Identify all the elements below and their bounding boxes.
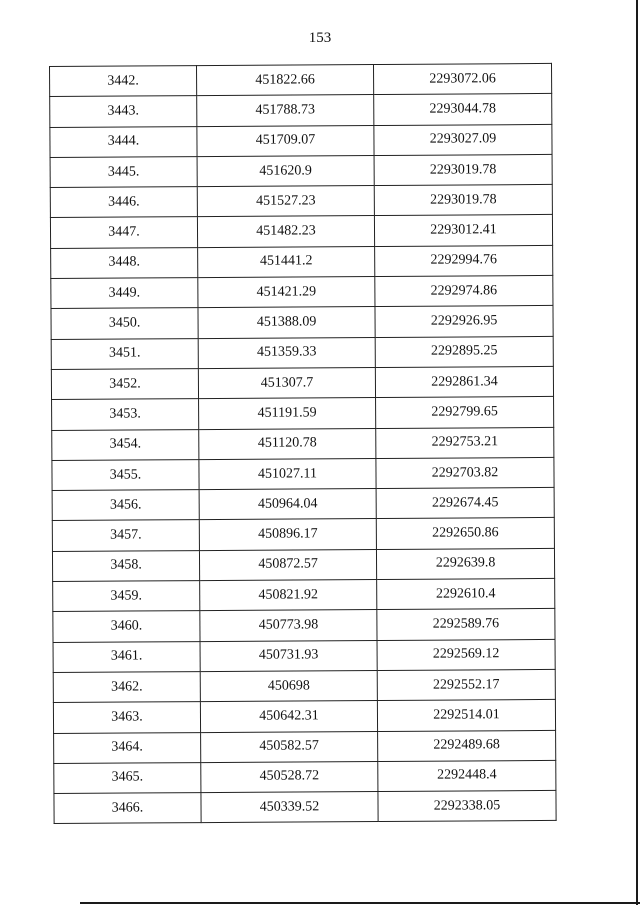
point-number-cell: 3450.: [51, 308, 198, 339]
y-coordinate-cell: 2293027.09: [374, 124, 552, 155]
x-coordinate-cell: 450582.57: [201, 731, 378, 762]
scan-edge-right: [636, 0, 638, 905]
y-coordinate-cell: 2292895.25: [375, 336, 553, 367]
y-coordinate-cell: 2292489.68: [378, 730, 556, 761]
y-coordinate-cell: 2292994.76: [375, 245, 553, 276]
table-row: [50, 94, 552, 127]
table-row: [53, 700, 555, 733]
y-coordinate-cell: 2292753.21: [376, 427, 554, 458]
point-number-cell: 3458.: [52, 550, 199, 581]
table-row: [50, 154, 552, 187]
x-coordinate-cell: 451421.29: [198, 277, 375, 308]
table-row: [53, 639, 555, 672]
point-number-cell: 3445.: [50, 156, 197, 187]
point-number-cell: 3443.: [50, 96, 197, 127]
table-row: [51, 366, 553, 399]
y-coordinate-cell: 2292448.4: [378, 760, 556, 791]
point-number-cell: 3460.: [53, 611, 200, 642]
x-coordinate-cell: 450964.04: [199, 489, 376, 520]
point-number-cell: 3449.: [51, 278, 198, 309]
x-coordinate-cell: 451027.11: [199, 458, 376, 489]
x-coordinate-cell: 450528.72: [201, 761, 378, 792]
point-number-cell: 3448.: [51, 247, 198, 278]
point-number-cell: 3466.: [54, 793, 201, 824]
y-coordinate-cell: 2293019.78: [374, 185, 552, 216]
table-row: [54, 760, 556, 793]
x-coordinate-cell: 450339.52: [201, 792, 378, 823]
point-number-cell: 3451.: [51, 338, 198, 369]
y-coordinate-cell: 2292861.34: [375, 366, 553, 397]
coordinates-table: [49, 63, 557, 824]
x-coordinate-cell: 450642.31: [200, 701, 377, 732]
x-coordinate-cell: 451620.9: [197, 155, 374, 186]
point-number-cell: 3459.: [53, 581, 200, 612]
table-row: [52, 518, 554, 551]
y-coordinate-cell: 2292926.95: [375, 306, 553, 337]
point-number-cell: 3454.: [52, 429, 199, 460]
coordinates-table-body: [50, 63, 557, 823]
table-row: [51, 336, 553, 369]
x-coordinate-cell: 451709.07: [197, 125, 374, 156]
table-row: [53, 609, 555, 642]
table-row: [52, 427, 554, 460]
y-coordinate-cell: 2292552.17: [377, 669, 555, 700]
x-coordinate-cell: 451788.73: [197, 95, 374, 126]
x-coordinate-cell: 451822.66: [197, 65, 374, 96]
table-row: [50, 63, 552, 96]
table-row: [52, 457, 554, 490]
point-number-cell: 3464.: [54, 732, 201, 763]
point-number-cell: 3447.: [50, 217, 197, 248]
y-coordinate-cell: 2292610.4: [377, 578, 555, 609]
x-coordinate-cell: 451482.23: [197, 216, 374, 247]
table-row: [53, 669, 555, 702]
x-coordinate-cell: 451120.78: [199, 428, 376, 459]
table-row: [53, 578, 555, 611]
y-coordinate-cell: 2293012.41: [374, 215, 552, 246]
point-number-cell: 3462.: [53, 672, 200, 703]
table-row: [52, 548, 554, 581]
table-row: [52, 488, 554, 521]
x-coordinate-cell: 451527.23: [197, 186, 374, 217]
point-number-cell: 3457.: [52, 520, 199, 551]
y-coordinate-cell: 2293072.06: [373, 63, 551, 94]
x-coordinate-cell: 451388.09: [198, 307, 375, 338]
y-coordinate-cell: 2292514.01: [377, 700, 555, 731]
x-coordinate-cell: 451441.2: [198, 246, 375, 277]
y-coordinate-cell: 2292799.65: [376, 397, 554, 428]
point-number-cell: 3446.: [50, 187, 197, 218]
table-row: [50, 185, 552, 218]
scan-edge-bottom: [80, 902, 640, 904]
table-row: [50, 124, 552, 157]
x-coordinate-cell: 450872.57: [199, 549, 376, 580]
x-coordinate-cell: 450698: [200, 670, 377, 701]
x-coordinate-cell: 451359.33: [198, 337, 375, 368]
y-coordinate-cell: 2292974.86: [375, 276, 553, 307]
y-coordinate-cell: 2292589.76: [377, 609, 555, 640]
x-coordinate-cell: 451307.7: [198, 367, 375, 398]
point-number-cell: 3453.: [52, 399, 199, 430]
point-number-cell: 3463.: [53, 702, 200, 733]
x-coordinate-cell: 450731.93: [200, 640, 377, 671]
table-row: [54, 730, 556, 763]
page-number: 153: [308, 30, 332, 46]
table-row: [51, 245, 553, 278]
point-number-cell: 3456.: [52, 490, 199, 521]
point-number-cell: 3452.: [51, 369, 198, 400]
y-coordinate-cell: 2293019.78: [374, 154, 552, 185]
y-coordinate-cell: 2292639.8: [376, 548, 554, 579]
table-row: [51, 276, 553, 309]
y-coordinate-cell: 2292674.45: [376, 488, 554, 519]
x-coordinate-cell: 450821.92: [200, 580, 377, 611]
x-coordinate-cell: 450896.17: [199, 519, 376, 550]
y-coordinate-cell: 2292703.82: [376, 457, 554, 488]
point-number-cell: 3442.: [50, 66, 197, 97]
table-row: [54, 791, 556, 824]
point-number-cell: 3465.: [54, 762, 201, 793]
y-coordinate-cell: 2292338.05: [378, 791, 556, 822]
table-row: [51, 306, 553, 339]
y-coordinate-cell: 2293044.78: [374, 94, 552, 125]
y-coordinate-cell: 2292650.86: [376, 518, 554, 549]
point-number-cell: 3461.: [53, 641, 200, 672]
point-number-cell: 3444.: [50, 126, 197, 157]
table-row: [50, 215, 552, 248]
point-number-cell: 3455.: [52, 459, 199, 490]
x-coordinate-cell: 450773.98: [200, 610, 377, 641]
table-row: [52, 397, 554, 430]
x-coordinate-cell: 451191.59: [199, 398, 376, 429]
y-coordinate-cell: 2292569.12: [377, 639, 555, 670]
